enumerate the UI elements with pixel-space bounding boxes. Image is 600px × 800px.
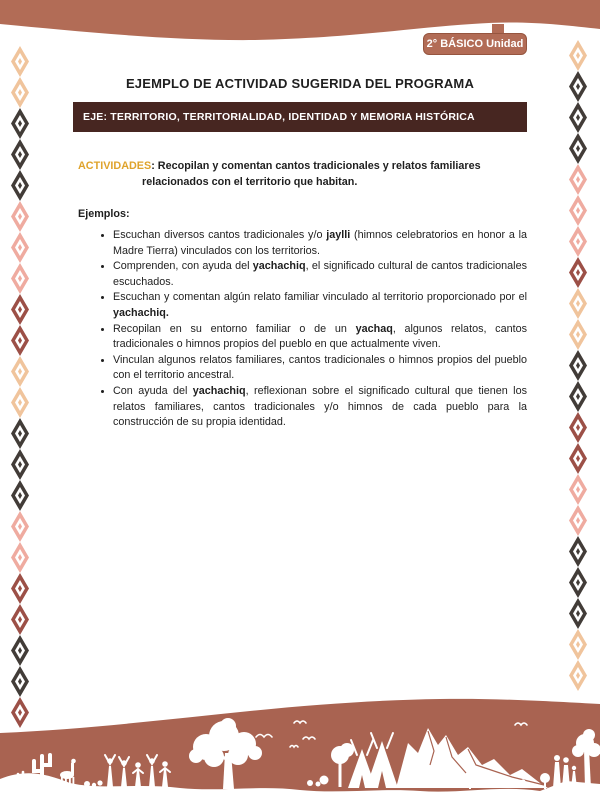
activities-colon: :: [151, 160, 158, 172]
weave-motif: [568, 567, 588, 598]
weave-motif: [568, 474, 588, 505]
weave-motif: [568, 71, 588, 102]
list-item: • Escuchan diversos cantos tradicionales y/o jaylli (himnos celebratorios en honor a la Madre Tierra) vinculados con los territorios.: [113, 228, 527, 259]
weave-motif: [10, 46, 30, 77]
weave-motif: [10, 387, 30, 418]
weave-motif: [10, 77, 30, 108]
list-item: • Comprenden, con ayuda del yachachiq, el significado cultural de cantos tradicionales escuchados.: [113, 259, 527, 290]
weave-motif: [568, 40, 588, 71]
weave-motif: [10, 604, 30, 635]
footer-illustration: [0, 695, 600, 800]
list-item: • Recopilan en su entorno familiar o de un yachaq, algunos relatos, cantos tradicionales o himnos propios del pueblo en que actualmente viven.: [113, 322, 527, 353]
eje-banner: EJE: TERRITORIO, TERRITORIALIDAD, IDENTIDAD Y MEMORIA HISTÓRICA: [73, 102, 527, 132]
examples-label: Ejemplos:: [78, 208, 130, 220]
weave-motif: [568, 226, 588, 257]
weave-motif: [10, 356, 30, 387]
weave-motif: [10, 139, 30, 170]
weave-motif: [568, 443, 588, 474]
list-item: • Con ayuda del yachachiq, reflexionan sobre el significado cultural que tienen los relatos familiares, cantos tradicionales y/o himnos de cada pueblo para la construcción de su propia identidad.: [113, 384, 527, 431]
weave-motif: [10, 449, 30, 480]
list-item: • Escuchan y comentan algún relato familiar vinculado al territorio proporcionado por el yachachiq.: [113, 290, 527, 321]
content-area: [73, 76, 527, 431]
weave-motif: [568, 660, 588, 691]
weave-motif: [568, 350, 588, 381]
weave-motif: [568, 412, 588, 443]
weave-motif: [568, 505, 588, 536]
weave-motif: [568, 257, 588, 288]
weave-motif: [10, 666, 30, 697]
weave-motif: [10, 201, 30, 232]
weave-motif: [10, 232, 30, 263]
weave-motif: [568, 536, 588, 567]
weave-motif: [568, 288, 588, 319]
weave-motif: [10, 170, 30, 201]
weave-motif: [10, 480, 30, 511]
weave-motif: [568, 629, 588, 660]
activities-paragraph: [78, 158, 527, 190]
weave-motif: [10, 418, 30, 449]
page-title: EJEMPLO DE ACTIVIDAD SUGERIDA DEL PROGRAMA: [125, 76, 475, 91]
activities-label: ACTIVIDADES: [78, 160, 152, 172]
weave-motif: [568, 164, 588, 195]
unit-badge: 2° BÁSICO Unidad 4: [423, 33, 527, 55]
weave-motif: [568, 598, 588, 629]
weave-motif: [10, 511, 30, 542]
weave-motif: [568, 195, 588, 226]
list-item: • Vinculan algunos relatos familiares, cantos tradicionales o himnos propios del pueblo con el territorio ancestral.: [113, 353, 527, 384]
weave-motif: [568, 102, 588, 133]
weave-motif: [10, 108, 30, 139]
weave-motif: [568, 133, 588, 164]
weave-motif: [10, 325, 30, 356]
examples-list: [73, 228, 527, 431]
weave-motif: [568, 381, 588, 412]
left-border-pattern: [10, 46, 30, 728]
right-border-pattern: [568, 40, 588, 691]
weave-motif: [568, 319, 588, 350]
weave-motif: [10, 294, 30, 325]
weave-motif: [10, 263, 30, 294]
weave-motif: [10, 573, 30, 604]
activities-text: Recopilan y comentan cantos tradicionales y relatos familiares relacionados con el territorio que habitan.: [142, 160, 481, 188]
weave-motif: [10, 542, 30, 573]
weave-motif: [10, 635, 30, 666]
